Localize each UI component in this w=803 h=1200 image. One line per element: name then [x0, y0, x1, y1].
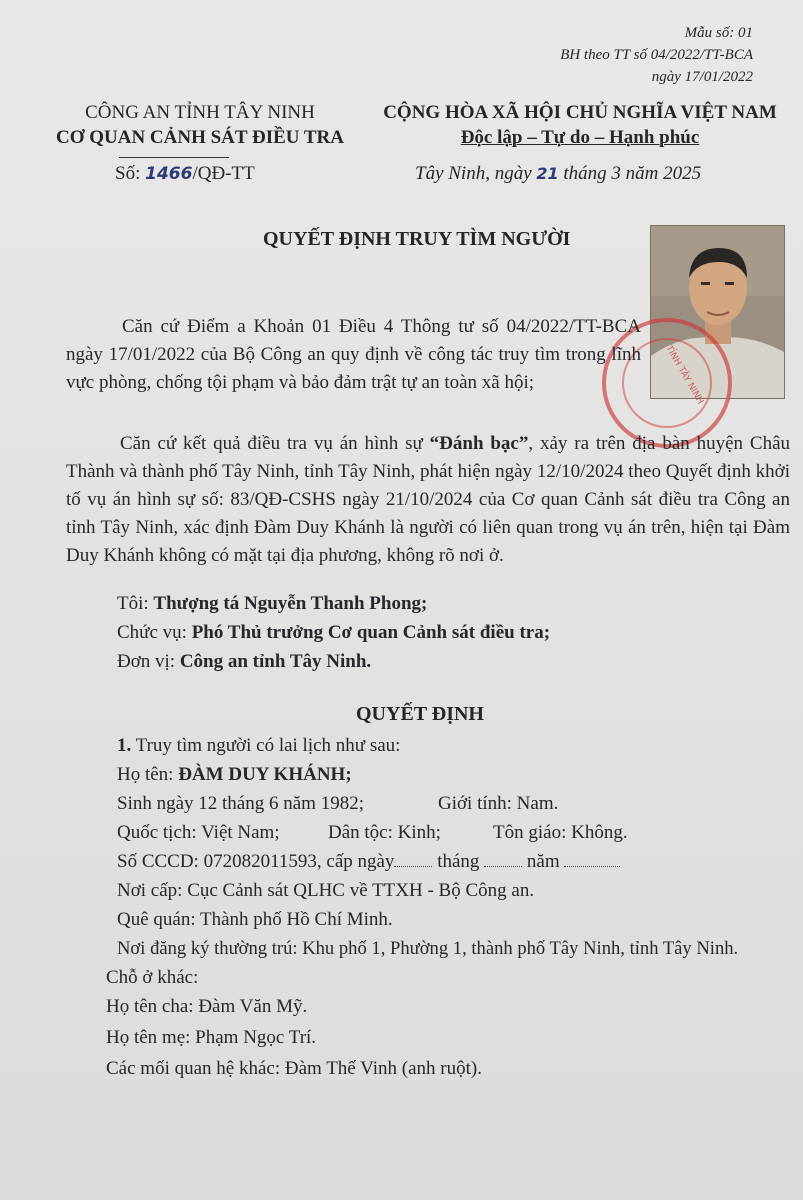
id-month-blank — [484, 852, 522, 867]
issuer-position-line — [117, 619, 550, 647]
id-year-blank — [564, 852, 620, 867]
subject-relations: Các mối quan hệ khác: Đàm Thế Vinh (anh ruột). — [106, 1058, 482, 1079]
issuer-unit-line — [117, 648, 371, 676]
subject-id-line — [117, 848, 620, 876]
form-basis: BH theo TT số 04/2022/TT-BCA — [560, 47, 753, 63]
issuer-position-label: Chức vụ: — [117, 622, 192, 643]
document-number-suffix: /QĐ-TT — [192, 163, 255, 184]
agency-name: CÔNG AN TỈNH TÂY NINH — [85, 102, 315, 123]
issuer-name-line — [117, 590, 427, 618]
issue-date-prefix: Tây Ninh, ngày — [415, 163, 537, 184]
issue-date — [415, 160, 701, 188]
section-1-number: 1. — [117, 735, 132, 756]
subject-dob: Sinh ngày 12 tháng 6 năm 1982; — [117, 793, 364, 814]
form-basis-date: ngày 17/01/2022 — [651, 69, 753, 85]
section-1-intro-text: Truy tìm người có lai lịch như sau: — [131, 735, 401, 756]
document-number-handwritten: 1466 — [145, 164, 193, 184]
section-1-intro — [117, 732, 400, 760]
basis-2-before: Căn cứ kết quả điều tra vụ án hình sự — [120, 433, 430, 454]
decision-heading: QUYẾT ĐỊNH — [356, 703, 484, 725]
unit-name: CƠ QUAN CẢNH SÁT ĐIỀU TRA — [55, 127, 345, 148]
subject-id-year: năm — [526, 851, 560, 872]
subject-father: Họ tên cha: Đàm Văn Mỹ. — [106, 996, 308, 1017]
subject-name-label: Họ tên: — [117, 764, 179, 785]
issue-date-suffix: tháng 3 năm 2025 — [558, 163, 702, 184]
subject-issued-by: Nơi cấp: Cục Cảnh sát QLHC về TTXH - Bộ Công an. — [117, 880, 535, 901]
subject-id-text: Số CCCD: 072082011593, cấp ngày — [117, 851, 395, 872]
subject-name: ĐÀM DUY KHÁNH; — [178, 764, 352, 785]
subject-other-address: Chỗ ở khác: — [106, 967, 199, 988]
subject-name-line — [117, 761, 352, 789]
issuer-name-label: Tôi: — [117, 593, 154, 614]
basis-2-after: , xảy ra trên địa bàn huyện Châu Thành và thành phố Tây Ninh, tỉnh Tây Ninh, phát hiện ngày 12/10/2024 theo Quyết định khởi tố vụ án hình sự số: 83/QĐ-CSHS ngày 21/10/2024 của Cơ quan Cảnh sát điều tra Công an tỉnh Tây Ninh, xác định Đàm Duy Khánh là người có liên quan trong vụ án trên, hiện tại Đàm Duy Khánh không có mặt tại địa phương, không rõ nơi ở. — [66, 433, 791, 566]
national-motto: Độc lập – Tự do – Hạnh phúc — [460, 127, 700, 148]
subject-nationality: Quốc tịch: Việt Nam; — [117, 822, 280, 843]
document-number-prefix: Số: — [115, 163, 146, 184]
country-name: CỘNG HÒA XÃ HỘI CHỦ NGHĨA VIỆT NAM — [383, 102, 777, 123]
header-right — [370, 100, 790, 150]
issuer-unit: Công an tỉnh Tây Ninh. — [179, 651, 372, 672]
seal-text: TỈNH TÂY NINH — [663, 344, 706, 407]
subject-residence: Nơi đăng ký thường trú: Khu phố 1, Phường 1, thành phố Tây Ninh, tỉnh Tây Ninh. — [117, 938, 739, 959]
document-number — [115, 160, 255, 188]
issuer-position: Phó Thủ trưởng Cơ quan Cảnh sát điều tra; — [191, 622, 551, 643]
header-left-rule — [119, 157, 229, 158]
subject-id-month: tháng — [437, 851, 480, 872]
subject-gender: Giới tính: Nam. — [438, 793, 559, 814]
subject-religion: Tôn giáo: Không. — [493, 822, 628, 843]
subject-hometown: Quê quán: Thành phố Hồ Chí Minh. — [117, 909, 393, 930]
issuer-unit-label: Đơn vị: — [117, 651, 180, 672]
form-number: Mẫu số: 01 — [684, 25, 753, 41]
form-meta — [560, 22, 753, 88]
basis-2-crime: “Đánh bạc” — [429, 433, 529, 454]
subject-ethnicity: Dân tộc: Kinh; — [328, 822, 441, 843]
basis-paragraph-1: Căn cứ Điểm a Khoản 01 Điều 4 Thông tư số 04/2022/TT-BCA ngày 17/01/2022 của Bộ Công an quy định về công tác truy tìm trong lĩnh vực phòng, chống tội phạm và bảo đảm trật tự an toàn xã hội; — [66, 316, 641, 393]
issue-date-day: 21 — [536, 164, 559, 183]
subject-mother: Họ tên mẹ: Phạm Ngọc Trí. — [106, 1027, 317, 1048]
id-day-blank — [394, 852, 432, 867]
document-title: QUYẾT ĐỊNH TRUY TÌM NGƯỜI — [263, 228, 571, 250]
issuer-name: Thượng tá Nguyễn Thanh Phong; — [153, 593, 428, 614]
header-left — [30, 100, 370, 150]
basis-paragraph-2 — [66, 430, 790, 570]
